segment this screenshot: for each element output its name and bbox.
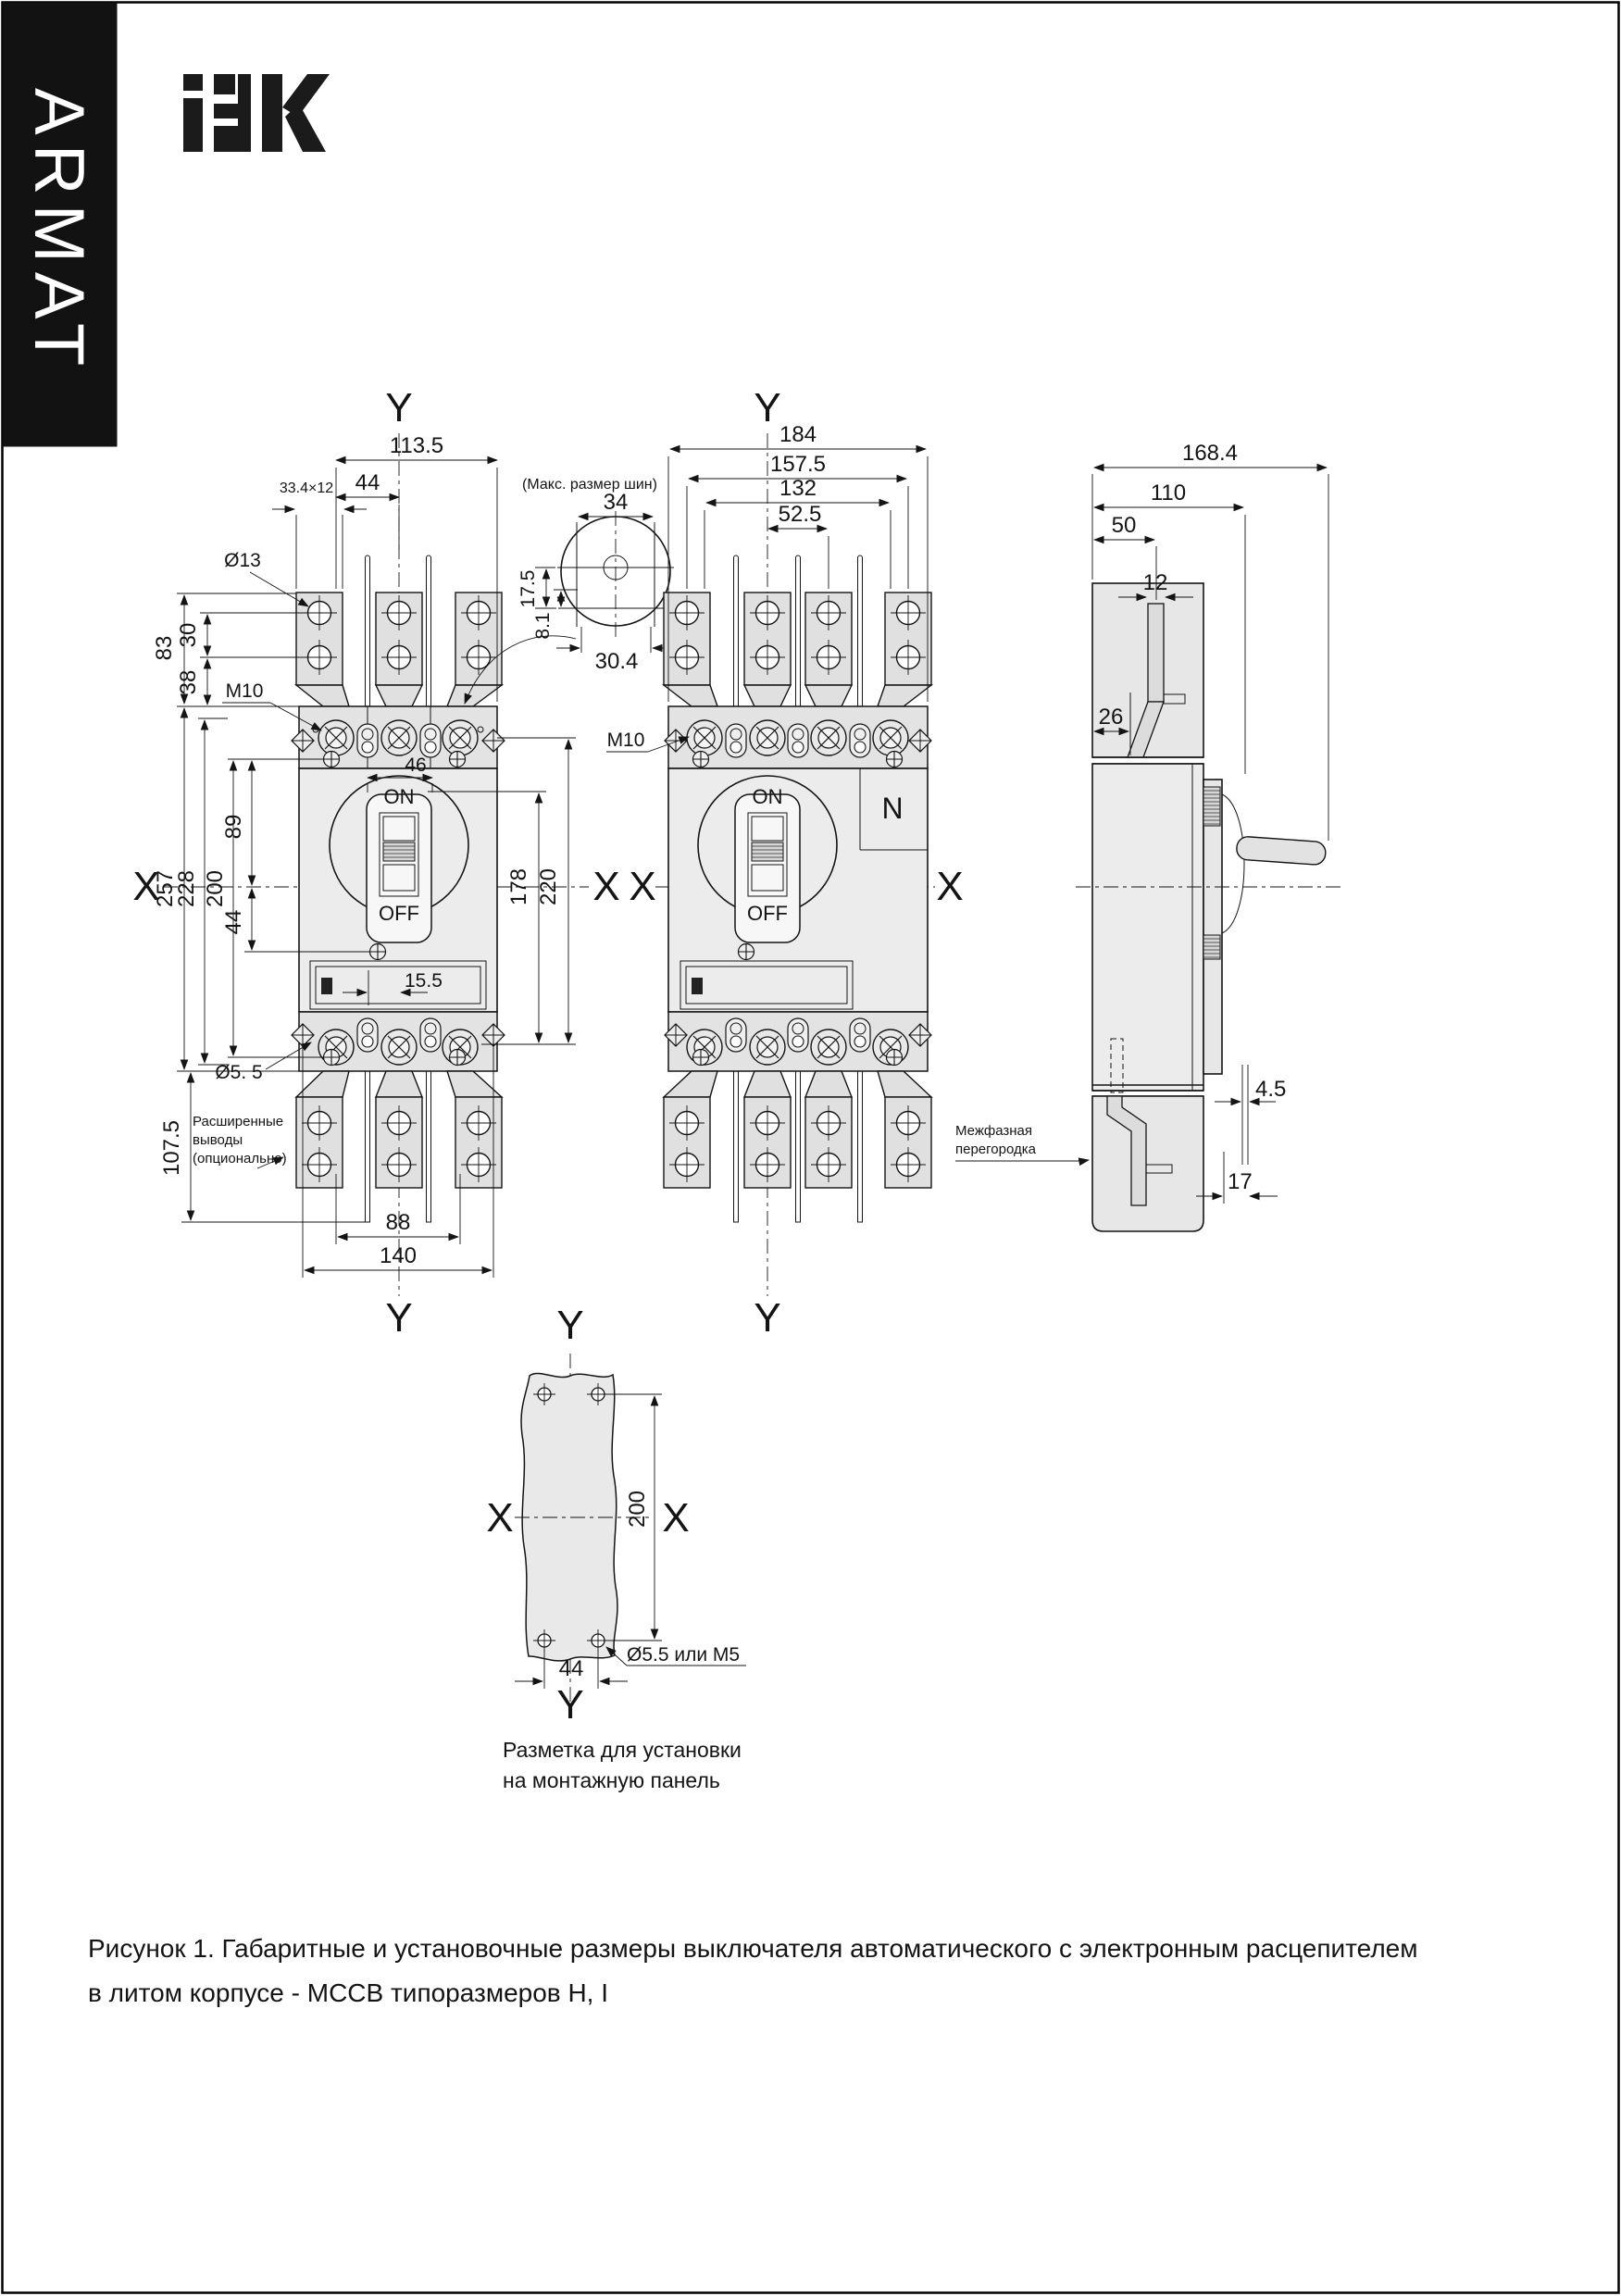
axis-x-right-panel: X (662, 1495, 690, 1541)
dim-168-4: 168.4 (1181, 441, 1239, 466)
note-barrier-2: перегородка (955, 1142, 1036, 1157)
note-extended-1: Расширенные (193, 1114, 284, 1129)
axis-y-top-f3: Y (385, 385, 413, 430)
axis-y-top-panel: Y (556, 1303, 584, 1348)
on-label-4p: ON (752, 785, 783, 808)
axis-x-left-panel: X (486, 1495, 514, 1541)
dim-12: 12 (1142, 570, 1168, 595)
side-body (1092, 764, 1203, 1091)
note-extended-3: (опционально) (193, 1151, 287, 1167)
dim-d13: Ø13 (224, 550, 261, 571)
dim-44-vert: 44 (221, 909, 246, 935)
note-barrier-1: Межфазная (955, 1123, 1033, 1139)
note-extended-2: выводы (193, 1132, 243, 1148)
dim-257: 257 (153, 869, 178, 908)
bus-title: (Макс. размер шин) (522, 477, 657, 493)
axis-x-right-f4: X (936, 864, 964, 909)
dim-88: 88 (385, 1210, 411, 1235)
on-label: ON (383, 785, 415, 808)
dim-220: 220 (536, 867, 561, 906)
panel-caption-1: Разметка для установки (503, 1738, 742, 1762)
dim-panel-44: 44 (558, 1656, 584, 1681)
dim-83: 83 (152, 635, 177, 661)
panel-caption-2: на монтажную панель (503, 1768, 720, 1792)
dim-110: 110 (1150, 480, 1187, 505)
armat-banner (3, 3, 118, 447)
dim-17-5: 17.5 (517, 569, 539, 608)
bottom-terminal-block-4p (665, 1012, 931, 1071)
dim-89: 89 (221, 814, 246, 840)
dim-228: 228 (174, 869, 199, 908)
axis-y-bottom-panel: Y (556, 1682, 584, 1728)
dim-50: 50 (1111, 513, 1137, 538)
dim-34: 34 (603, 490, 629, 515)
dim-m10: M10 (225, 680, 264, 702)
n-pole-label: N (881, 792, 904, 825)
dim-178: 178 (506, 867, 531, 906)
caption-line-2: в литом корпусе - МССВ типоразмеров H, I (88, 1978, 609, 2007)
dim-46: 46 (405, 755, 427, 776)
armat-vertical-label: ARMAT (19, 88, 98, 376)
dim-38: 38 (176, 669, 201, 695)
dim-lug-33-4x12: 33.4×12 (279, 480, 334, 496)
breaker-body-4p (668, 768, 928, 1012)
dim-200: 200 (203, 869, 228, 908)
dim-132: 132 (779, 476, 817, 501)
off-label-4p: OFF (747, 902, 788, 925)
axis-y-bottom-f3: Y (385, 1295, 413, 1341)
dim-107-5: 107.5 (159, 1119, 184, 1177)
dim-d5-5: Ø5. 5 (215, 1062, 263, 1083)
dim-44-top: 44 (355, 470, 380, 495)
dim-panel-hole: Ø5.5 или M5 (627, 1644, 741, 1666)
dim-4-5: 4.5 (1255, 1077, 1287, 1102)
dim-52-5: 52.5 (778, 502, 822, 527)
bottom-terminal-lugs (296, 1071, 502, 1188)
dim-26: 26 (1098, 705, 1124, 730)
dim-113-5: 113.5 (389, 433, 444, 458)
dim-140: 140 (379, 1243, 418, 1268)
dim-15-5: 15.5 (405, 970, 443, 992)
breaker-body (299, 768, 497, 1012)
dim-17: 17 (1228, 1169, 1253, 1194)
dim-8-1: 8.1 (532, 612, 554, 640)
dim-panel-200: 200 (625, 1490, 650, 1529)
off-label: OFF (379, 902, 419, 925)
axis-x-left-f3: X (132, 864, 160, 909)
bottom-terminal-block (292, 1012, 505, 1071)
axis-y-bottom-f4: Y (754, 1295, 781, 1341)
axis-x-right-f3: X (592, 864, 620, 909)
top-terminal-block-4p (665, 706, 931, 768)
axis-x-left-f4: X (629, 864, 656, 909)
dim-m10-4p: M10 (606, 730, 645, 751)
dim-184: 184 (779, 422, 817, 447)
dim-157-5: 157.5 (769, 452, 827, 477)
caption-line-1: Рисунок 1. Габаритные и установочные размеры выключателя автоматического с электронным расцепителем (88, 1934, 1418, 1963)
axis-y-top-f4: Y (754, 385, 781, 430)
dim-30-4: 30.4 (594, 649, 639, 674)
dim-30: 30 (176, 622, 201, 648)
